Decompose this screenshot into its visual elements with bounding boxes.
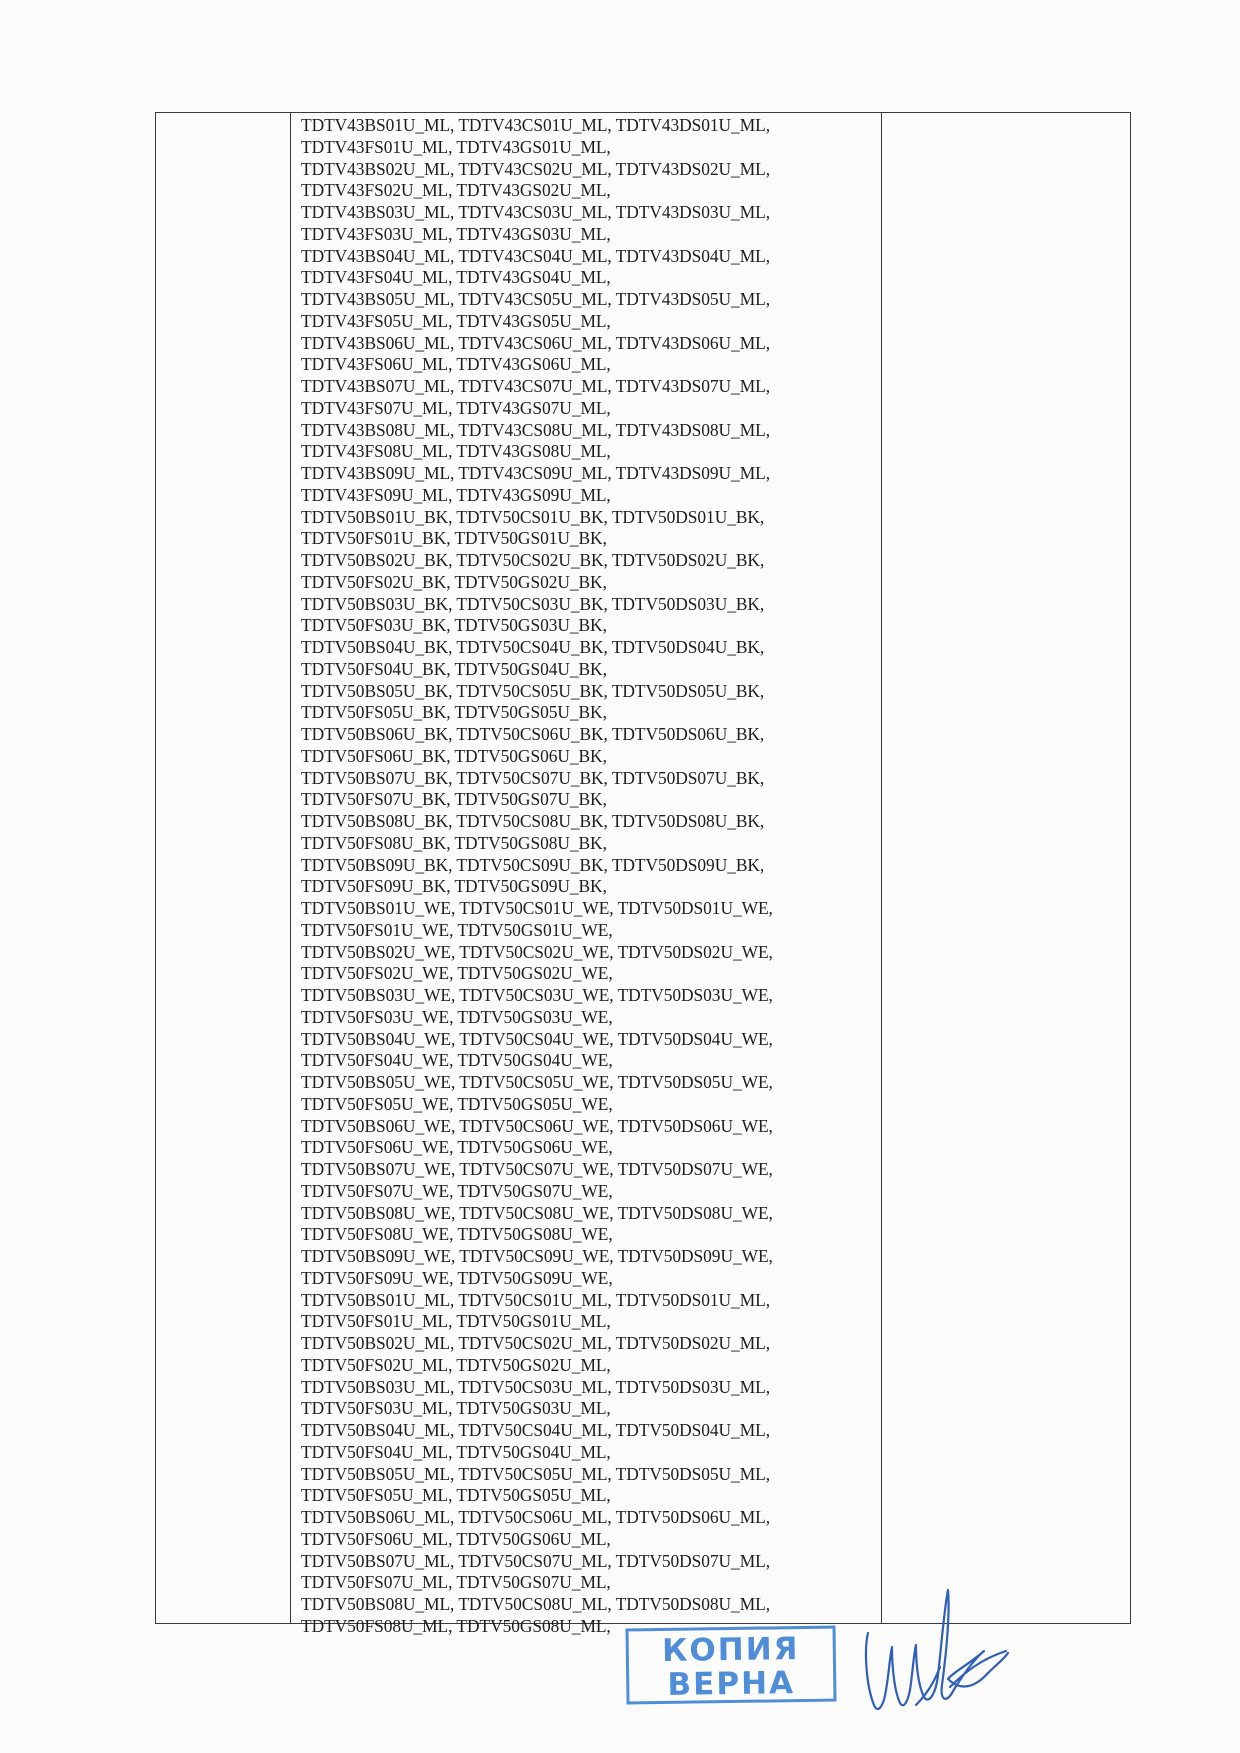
model-list-line: TDTV43FS04U_ML, TDTV43GS04U_ML, xyxy=(301,267,611,288)
model-list-line: TDTV43BS07U_ML, TDTV43CS07U_ML, TDTV43DS07U_ML, xyxy=(301,376,770,396)
model-list-line: TDTV50BS03U_BK, TDTV50CS03U_BK, TDTV50DS03U_BK, xyxy=(301,593,765,614)
model-list-line: TDTV50FS06U_WE, TDTV50GS06U_WE, xyxy=(301,1137,613,1158)
model-list-line: TDTV43BS02U_ML, TDTV43CS02U_ML, TDTV43DS02U_ML, xyxy=(301,158,770,179)
model-list-line: TDTV50FS01U_ML, TDTV50GS01U_ML, xyxy=(301,1311,611,1332)
model-list-line: TDTV43FS07U_ML, TDTV43GS07U_ML, xyxy=(301,397,611,418)
model-list-line: TDTV50BS09U_BK, TDTV50CS09U_BK, TDTV50DS09U_BK, xyxy=(301,854,765,875)
column-divider xyxy=(290,113,291,1623)
model-list-line: TDTV50FS06U_ML, TDTV50GS06U_ML, xyxy=(301,1528,611,1549)
model-list-line: TDTV43BS06U_ML, TDTV43CS06U_ML, TDTV43DS06U_ML, xyxy=(301,332,770,353)
model-list-line: TDTV50BS05U_WE, TDTV50CS05U_WE, TDTV50DS05U_WE, xyxy=(301,1072,773,1092)
model-list-line: TDTV50BS08U_WE, TDTV50CS08U_WE, TDTV50DS08U_WE, xyxy=(301,1202,773,1223)
model-list-line: TDTV50BS01U_WE, TDTV50CS01U_WE, TDTV50DS01U_WE, xyxy=(301,898,773,918)
model-list-line: TDTV50BS06U_BK, TDTV50CS06U_BK, TDTV50DS06U_BK, xyxy=(301,724,765,744)
model-list-line: TDTV50FS04U_ML, TDTV50GS04U_ML, xyxy=(301,1441,611,1462)
model-list-line: TDTV50BS09U_WE, TDTV50CS09U_WE, TDTV50DS09U_WE, xyxy=(301,1246,773,1266)
model-list-line: TDTV50FS07U_WE, TDTV50GS07U_WE, xyxy=(301,1180,613,1201)
signature-stroke xyxy=(866,1590,1008,1709)
model-list-line: TDTV50BS01U_ML, TDTV50CS01U_ML, TDTV50DS01U_ML, xyxy=(301,1289,770,1310)
model-list-line: TDTV50BS02U_BK, TDTV50CS02U_BK, TDTV50DS02U_BK, xyxy=(301,550,765,570)
model-list-line: TDTV50BS07U_ML, TDTV50CS07U_ML, TDTV50DS07U_ML, xyxy=(301,1550,770,1571)
table-left-column xyxy=(156,113,290,1623)
model-list-line: TDTV50FS05U_ML, TDTV50GS05U_ML, xyxy=(301,1485,611,1506)
handwritten-signature xyxy=(856,1555,1011,1725)
model-list-line: TDTV43BS04U_ML, TDTV43CS04U_ML, TDTV43DS04U_ML, xyxy=(301,245,770,266)
model-list-line: TDTV43FS08U_ML, TDTV43GS08U_ML, xyxy=(301,441,611,462)
model-list-line: TDTV50BS03U_ML, TDTV50CS03U_ML, TDTV50DS03U_ML, xyxy=(301,1376,770,1397)
model-list-line: TDTV50FS02U_ML, TDTV50GS02U_ML, xyxy=(301,1354,611,1375)
model-list-line: TDTV43FS01U_ML, TDTV43GS01U_ML, xyxy=(301,136,611,157)
model-list-line: TDTV43FS05U_ML, TDTV43GS05U_ML, xyxy=(301,310,611,331)
model-list-line: TDTV43FS09U_ML, TDTV43GS09U_ML, xyxy=(301,484,611,505)
stamp-line-1: КОПИЯ xyxy=(661,1631,800,1669)
model-list-line: TDTV50FS03U_BK, TDTV50GS03U_BK, xyxy=(301,615,607,636)
model-list-line: TDTV43BS01U_ML, TDTV43CS01U_ML, TDTV43DS01U_ML, xyxy=(301,115,770,135)
model-list-line: TDTV50BS08U_ML, TDTV50CS08U_ML, TDTV50DS08U_ML, xyxy=(301,1594,770,1614)
model-list-line: TDTV50BS06U_ML, TDTV50CS06U_ML, TDTV50DS06U_ML, xyxy=(301,1507,770,1527)
model-list-line: TDTV50BS07U_WE, TDTV50CS07U_WE, TDTV50DS07U_WE, xyxy=(301,1159,773,1179)
model-list-line: TDTV50BS04U_BK, TDTV50CS04U_BK, TDTV50DS04U_BK, xyxy=(301,637,765,657)
model-list-line: TDTV50BS03U_WE, TDTV50CS03U_WE, TDTV50DS03U_WE, xyxy=(301,985,773,1005)
stamp-line-2: ВЕРНА xyxy=(667,1665,796,1703)
table-right-column xyxy=(883,113,1130,1623)
model-list-line: TDTV50FS02U_BK, TDTV50GS02U_BK, xyxy=(301,571,607,592)
model-list-line: TDTV50FS05U_WE, TDTV50GS05U_WE, xyxy=(301,1093,613,1114)
model-list-line: TDTV50FS05U_BK, TDTV50GS05U_BK, xyxy=(301,702,607,723)
model-list-line: TDTV50FS08U_WE, TDTV50GS08U_WE, xyxy=(301,1224,613,1245)
model-list-line: TDTV50FS04U_WE, TDTV50GS04U_WE, xyxy=(301,1050,613,1071)
document-table xyxy=(155,112,1131,1636)
model-list-line: TDTV43FS03U_ML, TDTV43GS03U_ML, xyxy=(301,223,611,244)
model-list-line: TDTV50FS01U_WE, TDTV50GS01U_WE, xyxy=(301,919,613,940)
model-list-line: TDTV50BS01U_BK, TDTV50CS01U_BK, TDTV50DS01U_BK, xyxy=(301,506,765,527)
model-list-line: TDTV50BS05U_BK, TDTV50CS05U_BK, TDTV50DS05U_BK, xyxy=(301,680,765,701)
model-list-line: TDTV50BS07U_BK, TDTV50CS07U_BK, TDTV50DS07U_BK, xyxy=(301,767,765,788)
model-list-line: TDTV50FS08U_BK, TDTV50GS08U_BK, xyxy=(301,832,607,853)
model-list-line: TDTV43BS08U_ML, TDTV43CS08U_ML, TDTV43DS08U_ML, xyxy=(301,419,770,440)
model-list-line: TDTV50FS07U_BK, TDTV50GS07U_BK, xyxy=(301,789,607,810)
model-list-line: TDTV50FS07U_ML, TDTV50GS07U_ML, xyxy=(301,1572,611,1593)
model-list-line: TDTV50BS08U_BK, TDTV50CS08U_BK, TDTV50DS08U_BK, xyxy=(301,811,765,831)
column-divider xyxy=(881,113,882,1623)
model-list-line: TDTV50FS01U_BK, TDTV50GS01U_BK, xyxy=(301,528,607,549)
model-list-line: TDTV50FS03U_WE, TDTV50GS03U_WE, xyxy=(301,1006,613,1027)
copy-certified-stamp xyxy=(625,1626,836,1705)
model-list-line: TDTV50FS09U_WE, TDTV50GS09U_WE, xyxy=(301,1267,613,1288)
model-list-line: TDTV43FS06U_ML, TDTV43GS06U_ML, xyxy=(301,354,611,375)
model-list-line: TDTV43BS09U_ML, TDTV43CS09U_ML, TDTV43DS09U_ML, xyxy=(301,463,770,483)
model-list-line: TDTV50FS04U_BK, TDTV50GS04U_BK, xyxy=(301,658,607,679)
model-list-line: TDTV50BS06U_WE, TDTV50CS06U_WE, TDTV50DS06U_WE, xyxy=(301,1115,773,1136)
model-list-line: TDTV50BS04U_WE, TDTV50CS04U_WE, TDTV50DS04U_WE, xyxy=(301,1028,773,1049)
model-list-line: TDTV43BS05U_ML, TDTV43CS05U_ML, TDTV43DS05U_ML, xyxy=(301,289,770,309)
model-list-line: TDTV50BS04U_ML, TDTV50CS04U_ML, TDTV50DS04U_ML, xyxy=(301,1420,770,1440)
model-list-line: TDTV50BS05U_ML, TDTV50CS05U_ML, TDTV50DS05U_ML, xyxy=(301,1463,770,1484)
model-list-line: TDTV50FS03U_ML, TDTV50GS03U_ML, xyxy=(301,1398,611,1419)
model-list-line: TDTV50FS09U_BK, TDTV50GS09U_BK, xyxy=(301,876,607,897)
model-list-line: TDTV43FS02U_ML, TDTV43GS02U_ML, xyxy=(301,180,611,201)
model-list-line: TDTV50FS02U_WE, TDTV50GS02U_WE, xyxy=(301,963,613,984)
model-list-column xyxy=(301,115,876,1638)
model-list-line: TDTV50FS06U_BK, TDTV50GS06U_BK, xyxy=(301,745,607,766)
model-list-line: TDTV50FS08U_ML, TDTV50GS08U_ML, xyxy=(301,1615,611,1636)
model-list-line: TDTV50BS02U_ML, TDTV50CS02U_ML, TDTV50DS02U_ML, xyxy=(301,1333,770,1353)
model-list-line: TDTV43BS03U_ML, TDTV43CS03U_ML, TDTV43DS03U_ML, xyxy=(301,202,770,222)
model-list-line: TDTV50BS02U_WE, TDTV50CS02U_WE, TDTV50DS02U_WE, xyxy=(301,941,773,962)
